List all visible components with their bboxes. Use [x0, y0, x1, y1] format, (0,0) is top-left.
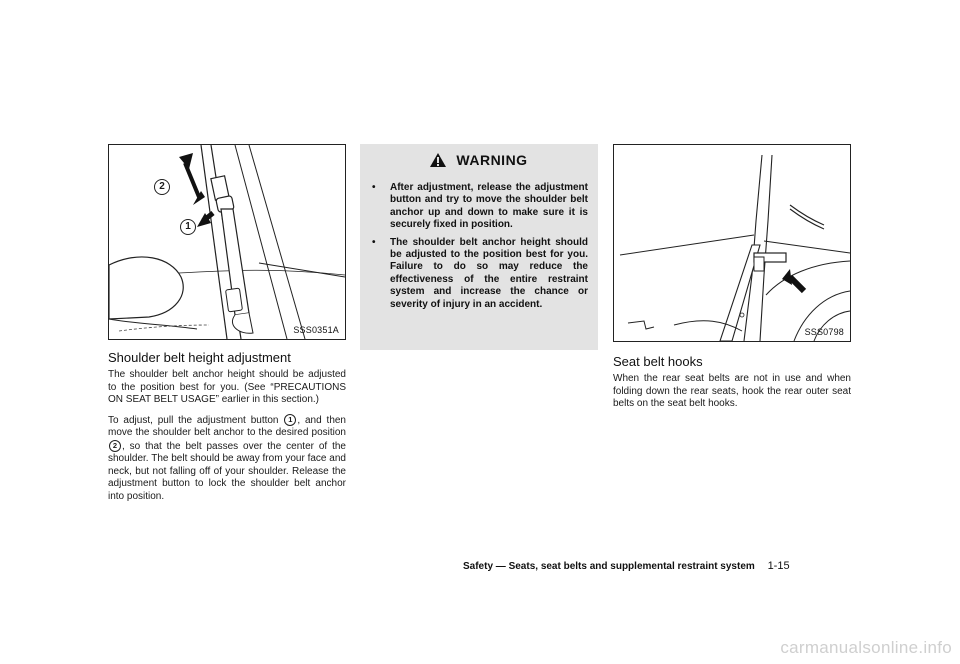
paragraph-intro: The shoulder belt anchor height should be adjusted to the position best for you. (See “PRECAUTIONS ON SEAT BELT USAGE” earlier in this section.) [108, 369, 346, 405]
figure-code: SSS0351A [293, 325, 339, 335]
footer-title: Safety — Seats, seat belts and supplemental restraint system [463, 561, 755, 572]
right-column [613, 144, 851, 418]
warning-header [360, 144, 598, 176]
figure-code: SSS0798 [804, 327, 844, 337]
bullet: • [372, 236, 376, 248]
ref-callout-1: 1 [284, 414, 296, 426]
warning-list [360, 176, 598, 311]
page-footer [463, 560, 790, 572]
paragraph-adjust-part-b: , and then move the shoulder belt anchor to the desired position [108, 414, 346, 438]
warning-triangle-icon [430, 153, 446, 167]
section-heading-seat-belt-hooks: Seat belt hooks [613, 354, 703, 369]
warning-box [360, 144, 598, 350]
middle-column [360, 144, 598, 350]
warning-item [372, 182, 588, 232]
seat-belt-hook-illustration [614, 145, 850, 341]
section-heading-shoulder-belt: Shoulder belt height adjustment [108, 350, 291, 365]
paragraph-hooks: When the rear seat belts are not in use and when folding down the rear seats, hook the rear outer seat belts on the seat belt hooks. [613, 373, 851, 409]
shoulder-belt-illustration [109, 145, 345, 339]
warning-item-text: After adjustment, release the adjustment button and try to move the shoulder belt anchor up and down to make sure it is securely fixed in position. [390, 182, 588, 231]
ref-callout-2: 2 [109, 440, 121, 452]
seat-belt-hook-figure [613, 144, 851, 342]
callout-1: 1 [180, 219, 196, 235]
shoulder-belt-figure [108, 144, 346, 340]
callout-2: 2 [154, 179, 170, 195]
left-column [108, 144, 346, 510]
paragraph-adjust-part-c: , so that the belt passes over the center of the shoulder. The belt should be away from your face and neck, but not falling off of your shoulder. Release the adjustment button to lock the shoulder belt anchor into position. [108, 440, 346, 502]
paragraph-adjust-part-a: To adjust, pull the adjustment button [108, 414, 279, 426]
watermark: carmanualsonline.info [780, 638, 952, 657]
bullet: • [372, 182, 376, 193]
paragraph-adjust [108, 414, 346, 504]
warning-item-text: The shoulder belt anchor height should be adjusted to the position best for you. Failure to do so may reduce the effectiveness of the entire restraint system and increase the chance or severity of injury in an accident. [390, 236, 588, 310]
warning-title: WARNING [456, 152, 528, 168]
page-number: 1-15 [767, 560, 790, 572]
warning-item [372, 237, 588, 311]
